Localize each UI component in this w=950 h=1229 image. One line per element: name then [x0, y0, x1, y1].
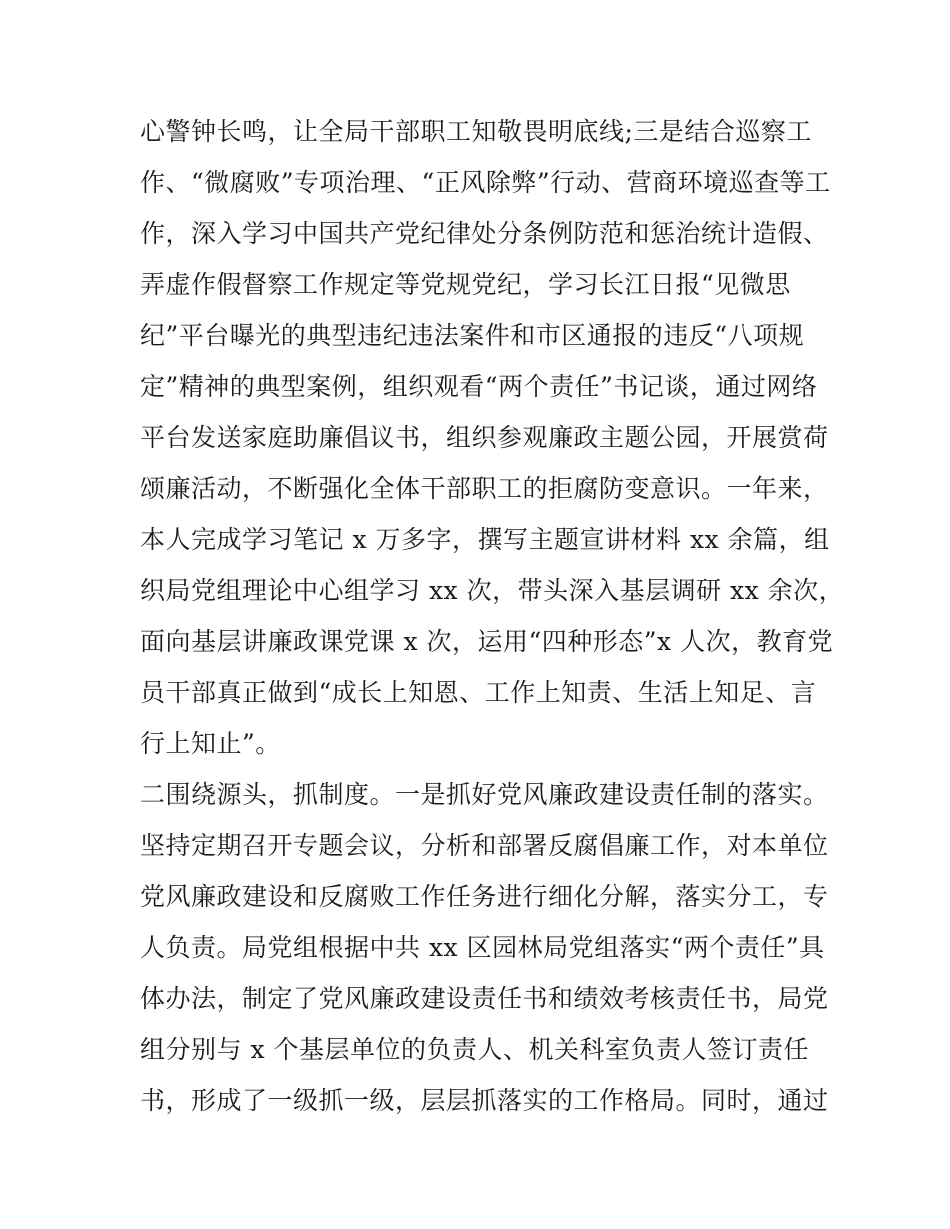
text-line: 作、“微腐败”专项治理、“正风除弊”行动、营商环境巡查等工 [140, 168, 831, 197]
text-line: 二围绕源头，抓制度。一是抓好党风廉政建设责任制的落实。 [140, 780, 829, 809]
text-line: 作，深入学习中国共产党纪律处分条例防范和惩治统计造假、 [140, 219, 829, 248]
text-line: 心警钟长鸣，让全局干部职工知敬畏明底线;三是结合巡察工 [140, 117, 812, 146]
text-line: 党风廉政建设和反腐败工作任务进行细化分解，落实分工，专 [140, 882, 829, 911]
text-line: 坚持定期召开专题会议，分析和部署反腐倡廉工作，对本单位 [140, 831, 829, 860]
text-line: 弄虚作假督察工作规定等党规党纪，学习长江日报“见微思 [140, 270, 791, 299]
text-line: 体办法，制定了党风廉政建设责任书和绩效考核责任书，局党 [140, 984, 829, 1013]
text-line: 本人完成学习笔记 x 万多字，撰写主题宣讲材料 xx 余篇，组 [140, 525, 830, 554]
text-line: 书，形成了一级抓一级，层层抓落实的工作格局。同时，通过 [140, 1086, 829, 1115]
text-line: 平台发送家庭助廉倡议书，组织参观廉政主题公园，开展赏荷 [140, 423, 829, 452]
text-line: 颂廉活动，不断强化全体干部职工的拒腐防变意识。一年来， [140, 474, 829, 503]
text-line: 定”精神的典型案例，组织观看“两个责任”书记谈，通过网络 [140, 372, 818, 401]
text-line: 组分别与 x 个基层单位的负责人、机关科室负责人签订责任 [140, 1035, 809, 1064]
text-line: 人负责。局党组根据中共 xx 区园林局党组落实“两个责任”具 [140, 933, 825, 962]
text-line: 行上知止”。 [140, 729, 281, 758]
text-line: 面向基层讲廉政课党课 x 次，运用“四种形态”x 人次，教育党 [140, 627, 834, 656]
text-line: 员干部真正做到“成长上知恩、工作上知责、生活上知足、言 [140, 678, 817, 707]
text-line: 织局党组理论中心组学习 xx 次，带头深入基层调研 xx 余次， [140, 576, 845, 605]
text-line: 纪”平台曝光的典型违纪违法案件和市区通报的违反“八项规 [140, 321, 805, 350]
